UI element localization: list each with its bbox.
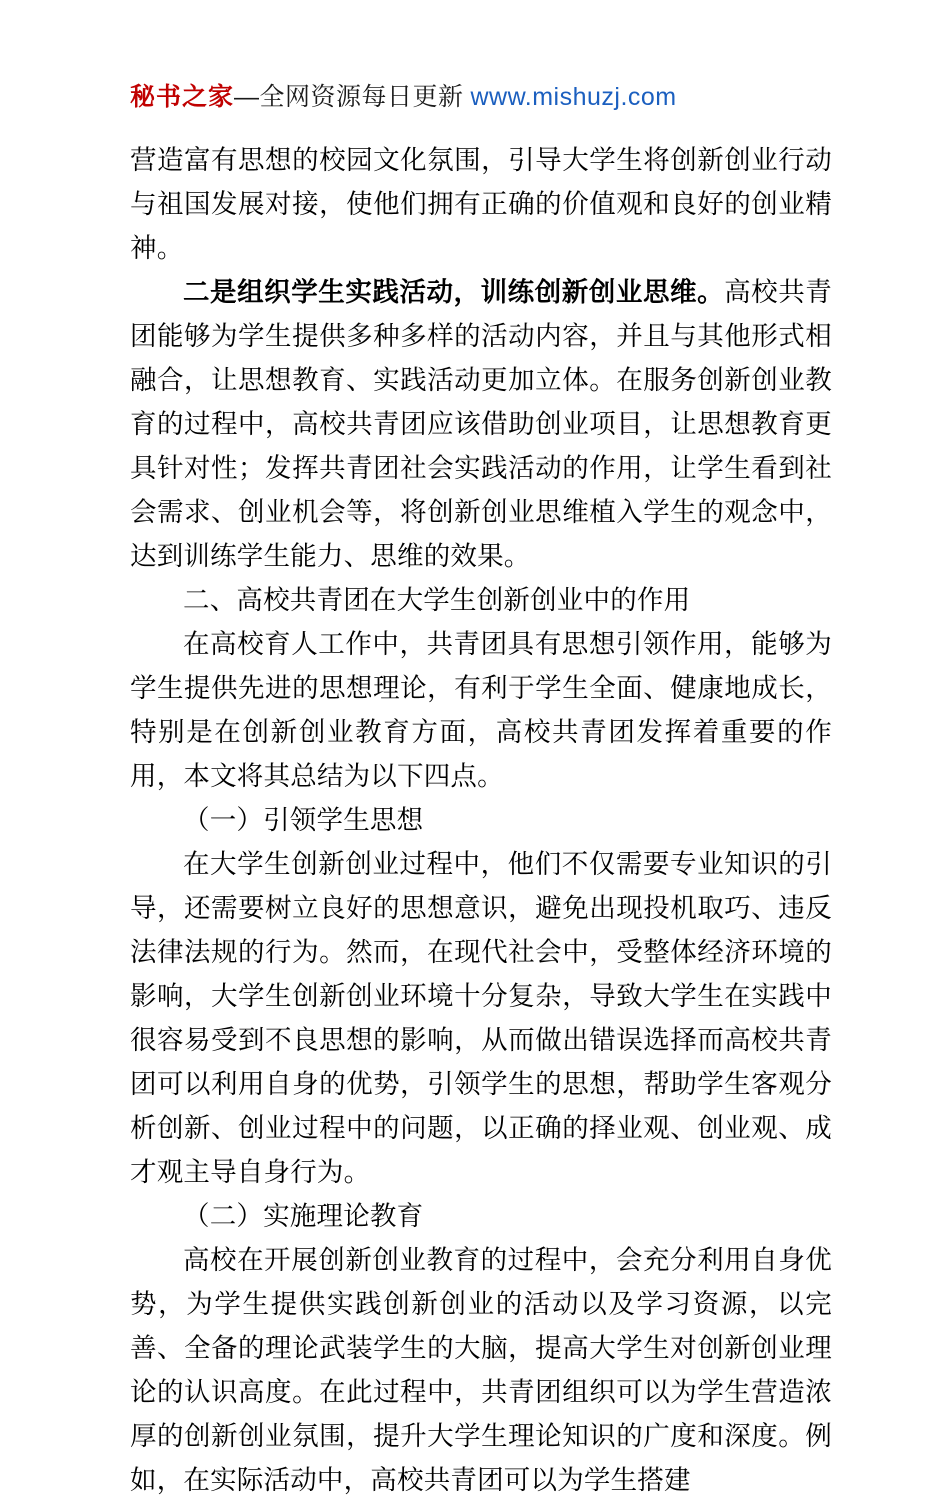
paragraph-6: 在大学生创新创业过程中，他们不仅需要专业知识的引导，还需要树立良好的思想意识，避免出现投机取巧、违反法律法规的行为。然而，在现代社会中，受整体经济环境的影响，大学生创新创业环境十分复杂，导致大学生在实践中很容易受到不良思想的影响，从而做出错误选择而高校共青团可以利用自身的优势，引领学生的思想，帮助学生客观分析创新、创业过程中的问题，以正确的择业观、创业观、成才观主导自身行为。 — [130, 849, 832, 1187]
paragraph-1: 营造富有思想的校园文化氛围，引导大学生将创新创业行动与祖国发展对接，使他们拥有正确的价值观和良好的创业精神。 — [130, 145, 832, 263]
paragraph-8: 高校在开展创新创业教育的过程中，会充分利用自身优势，为学生提供实践创新创业的活动以及学习资源，以完善、全备的理论武装学生的大脑，提高大学生对创新创业理论的认识高度。在此过程中，共青团组织可以为学生营造浓厚的创新创业氛围，提升大学生理论知识的广度和深度。例如，在实际活动中，高校共青团可以为学生搭建 — [130, 1245, 832, 1495]
subsection-heading-two: （二）实施理论教育 — [183, 1201, 424, 1231]
subsection-heading-one: （一）引领学生思想 — [183, 805, 424, 835]
section-heading-two: 二、高校共青团在大学生创新创业中的作用 — [183, 585, 691, 615]
paragraph-2-text: 高校共青团能够为学生提供多种多样的活动内容，并且与其他形式相融合，让思想教育、实践活动更加立体。在服务创新创业教育的过程中，高校共青团应该借助创业项目，让思想教育更具针对性；发挥共青团社会实践活动的作用，让学生看到社会需求、创业机会等，将创新创业思维植入学生的观念中，达到训练学生能力、思维的效果。 — [130, 277, 832, 571]
paragraph-2-lead: 二是组织学生实践活动，训练创新创业思维。 — [183, 277, 725, 307]
site-brand-name: 秘书之家 — [130, 83, 235, 111]
document-body — [130, 138, 832, 1502]
site-url[interactable]: www.mishuzj.com — [470, 83, 677, 111]
site-tagline: —全网资源每日更新 — [234, 83, 464, 111]
paragraph-2 — [130, 270, 832, 578]
site-watermark-header — [130, 0, 832, 112]
paragraph-4: 在高校育人工作中，共青团具有思想引领作用，能够为学生提供先进的思想理论，有利于学生全面、健康地成长，特别是在创新创业教育方面，高校共青团发挥着重要的作用，本文将其总结为以下四点。 — [130, 629, 832, 791]
